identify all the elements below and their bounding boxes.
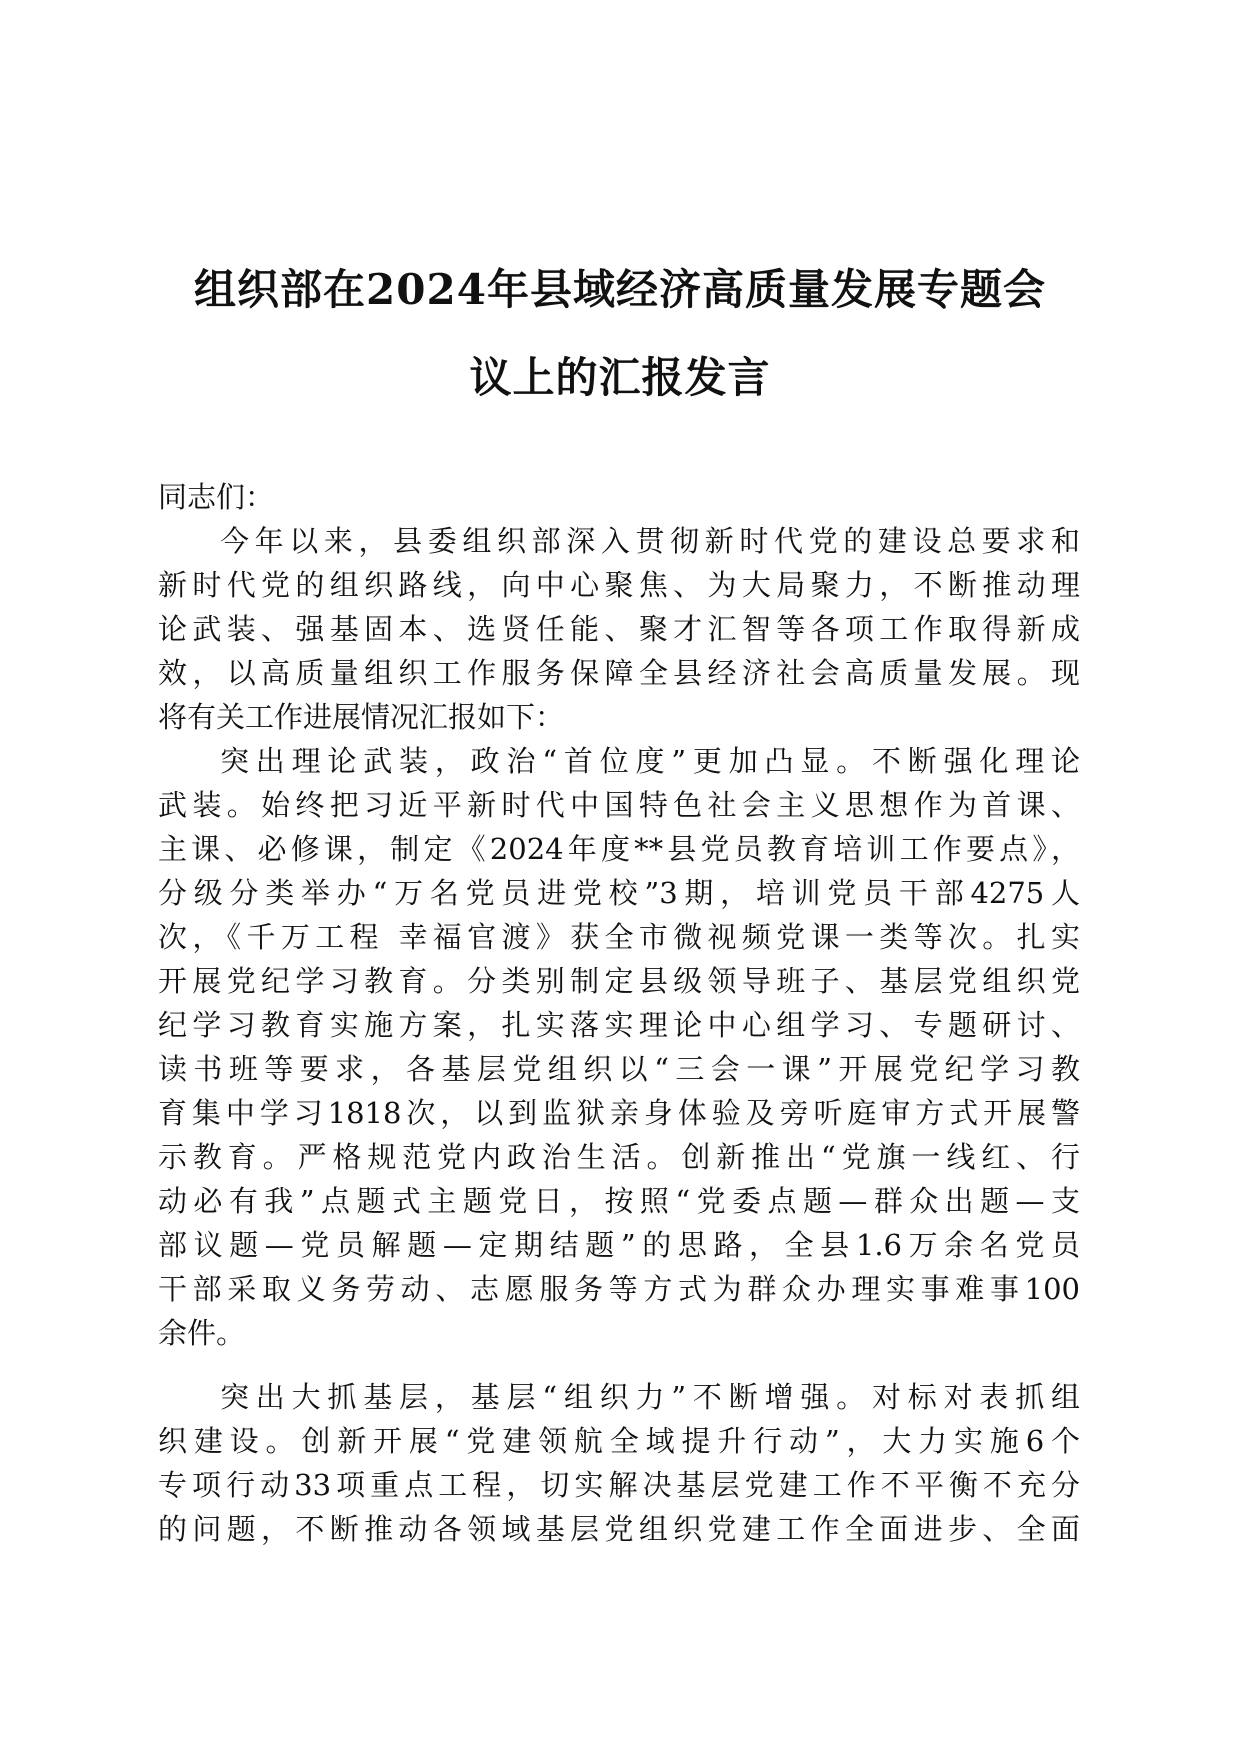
salutation: 同志们： [158, 480, 275, 514]
paragraph-line: 动必有我”点题式主题党日，按照“党委点题—群众出题—支 [158, 1184, 1080, 1218]
paragraph-line: 分级分类举办“万名党员进党校”3期，培训党员干部4275人 [158, 876, 1080, 910]
paragraph-1 [158, 519, 1080, 739]
paragraph-line: 新时代党的组织路线，向中心聚焦、为大局聚力，不断推动理 [158, 568, 1080, 602]
paragraph-line: 余件。 [158, 1316, 246, 1350]
document-title-line-2: 议上的汇报发言 [469, 353, 771, 402]
paragraph-line: 干部采取义务劳动、志愿服务等方式为群众办理实事难事100 [158, 1272, 1080, 1306]
paragraph-line: 将有关工作进展情况汇报如下： [158, 700, 565, 734]
paragraph-2 [158, 739, 1080, 1355]
paragraph-3 [158, 1375, 1080, 1551]
document-body [158, 475, 1080, 1551]
paragraph-line: 的问题，不断推动各领域基层党组织党建工作全面进步、全面 [158, 1512, 1080, 1546]
paragraph-line: 论武装、强基固本、选贤任能、聚才汇智等各项工作取得新成 [158, 612, 1080, 646]
paragraph-line: 今年以来，县委组织部深入贯彻新时代党的建设总要求和 [220, 524, 1080, 558]
paragraph-line: 专项行动33项重点工程，切实解决基层党建工作不平衡不充分 [158, 1468, 1080, 1502]
paragraph-line: 育集中学习1818次，以到监狱亲身体验及旁听庭审方式开展警 [158, 1096, 1080, 1130]
paragraph-line: 织建设。创新开展“党建领航全域提升行动”，大力实施6个 [158, 1424, 1080, 1458]
paragraph-line: 次，《千万工程 幸福官渡》获全市微视频党课一类等次。扎实 [158, 920, 1080, 954]
paragraph-line: 纪学习教育实施方案，扎实落实理论中心组学习、专题研讨、 [158, 1008, 1080, 1042]
paragraph-line: 读书班等要求，各基层党组织以“三会一课”开展党纪学习教 [158, 1052, 1080, 1086]
document-title-line-1: 组织部在2024年县域经济高质量发展专题会 [194, 265, 1046, 314]
paragraph-line: 部议题—党员解题—定期结题”的思路，全县1.6万余名党员 [158, 1228, 1080, 1262]
paragraph-line: 示教育。严格规范党内政治生活。创新推出“党旗一线红、行 [158, 1140, 1080, 1174]
paragraph-line: 效，以高质量组织工作服务保障全县经济社会高质量发展。现 [158, 656, 1080, 690]
paragraph-line: 突出大抓基层，基层“组织力”不断增强。对标对表抓组 [220, 1380, 1080, 1414]
paragraph-line: 开展党纪学习教育。分类别制定县级领导班子、基层党组织党 [158, 964, 1080, 998]
paragraph-line: 武装。始终把习近平新时代中国特色社会主义思想作为首课、 [158, 788, 1080, 822]
paragraph-line: 主课、必修课，制定《2024年度**县党员教育培训工作要点》， [158, 832, 1080, 866]
paragraph-line: 突出理论武装，政治“首位度”更加凸显。不断强化理论 [220, 744, 1080, 778]
